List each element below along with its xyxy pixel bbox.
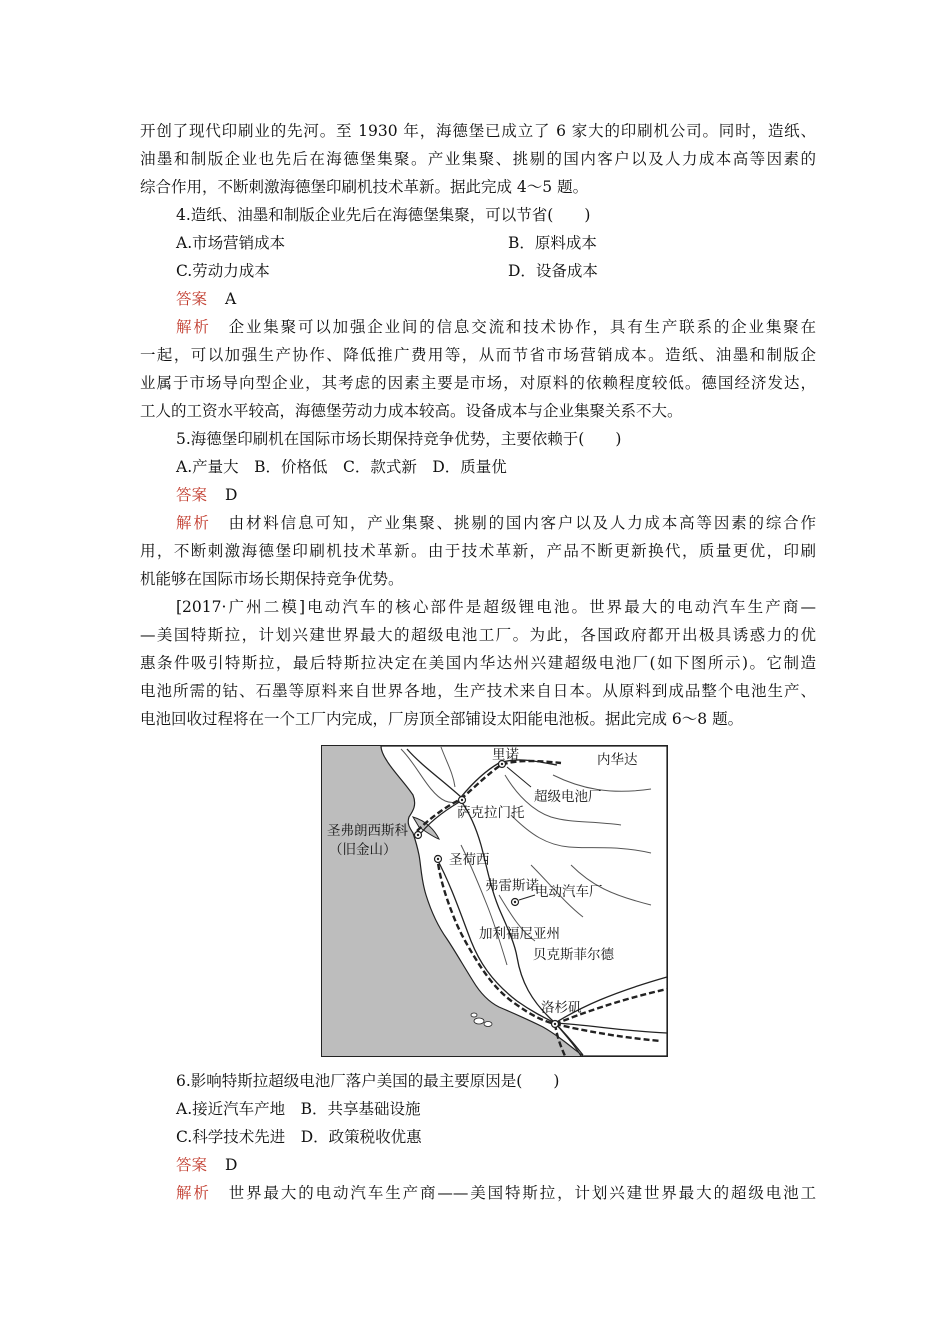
map-label-sacramento: 萨克拉门托 xyxy=(457,805,525,821)
analysis-label: 解析 xyxy=(176,514,211,532)
passage2-line: 电池所需的钴、石墨等原料来自世界各地，生产技术来自日本。从原料到成品整个电池生产、 xyxy=(140,682,816,700)
map-label-california: 加利福尼亚州 xyxy=(479,926,560,942)
q4-option-c: C.劳动力成本 xyxy=(176,262,270,280)
q4-option-a: A.市场营销成本 xyxy=(176,234,286,252)
answer-value: A xyxy=(225,290,237,308)
map-label-san-francisco: 圣弗朗西斯科 xyxy=(327,823,408,839)
q6-options-line2: C.科学技术先进 D．政策税收优惠 xyxy=(176,1128,422,1146)
q6-options-line1: A.接近汽车产地 B．共享基础设施 xyxy=(176,1100,421,1118)
answer-label: 答案 xyxy=(176,1156,208,1174)
map-label-old-gold-mountain: （旧金山） xyxy=(329,842,397,858)
q6-analysis-first xyxy=(176,1179,816,1207)
map-label-reno: 里诺 xyxy=(492,747,519,763)
q4-analysis-line: 工人的工资水平较高，海德堡劳动力成本较高。设备成本与企业集聚关系不大。 xyxy=(140,402,683,420)
q5-options: A.产量大 B．价格低 C．款式新 D．质量优 xyxy=(176,458,507,476)
island xyxy=(471,1013,477,1017)
q6-answer-row xyxy=(176,1151,237,1179)
q4-analysis-line: 一起，可以加强生产协作、降低推广费用等，从而节省市场营销成本。造纸、油墨和制版企 xyxy=(140,346,816,364)
q4-answer-row xyxy=(176,285,236,313)
california-map xyxy=(321,745,668,1057)
analysis-label: 解析 xyxy=(176,318,211,336)
passage2-line: 惠条件吸引特斯拉，最后特斯拉决定在美国内华达州兴建超级电池厂(如下图所示)。它制造 xyxy=(140,654,816,672)
map-label-san-jose: 圣荷西 xyxy=(449,852,490,868)
q4-option-d: D．设备成本 xyxy=(508,262,598,280)
q5-analysis-first xyxy=(176,509,816,537)
question-6-stem: 6.影响特斯拉超级电池厂落户美国的最主要原因是( ) xyxy=(176,1072,560,1090)
intro-line: 综合作用，不断刺激海德堡印刷机技术革新。据此完成 4～5 题。 xyxy=(140,178,589,196)
answer-label: 答案 xyxy=(176,290,208,308)
island xyxy=(474,1018,484,1024)
map-label-ev-factory: 电动汽车厂 xyxy=(535,884,603,900)
q4-analysis-line: 业属于市场导向型企业，其考虑的因素主要是市场，对原料的依赖程度较低。德国经济发达， xyxy=(140,374,816,392)
map-label-battery-factory: 超级电池厂 xyxy=(534,789,602,805)
map-label-fresno: 弗雷斯诺 xyxy=(485,878,539,894)
island xyxy=(484,1022,492,1027)
q5-answer-row xyxy=(176,481,237,509)
intro-line: 开创了现代印刷业的先河。至 1930 年，海德堡已成立了 6 家大的印刷机公司。同时，造纸、 xyxy=(140,122,816,140)
q4-analysis-first xyxy=(176,313,816,341)
analysis-text: 世界最大的电动汽车生产商——美国特斯拉，计划兴建世界最大的超级电池工 xyxy=(228,1184,816,1202)
q5-analysis-line: 用，不断刺激海德堡印刷机技术革新。由于技术革新，产品不断更新换代，质量更优，印刷 xyxy=(140,542,816,560)
question-4-stem: 4.造纸、油墨和制版企业先后在海德堡集聚，可以节省( ) xyxy=(176,206,591,224)
passage2-line: —美国特斯拉，计划兴建世界最大的超级电池工厂。为此，各国政府都开出极具诱惑力的优 xyxy=(140,626,816,644)
map-label-bakersfield: 贝克斯菲尔德 xyxy=(533,947,614,963)
passage2-first-line: [2017·广州二模]电动汽车的核心部件是超级锂电池。世界最大的电动汽车生产商— xyxy=(176,598,816,616)
analysis-text: 由材料信息可知，产业集聚、挑剔的国内客户以及人力成本高等因素的综合作 xyxy=(228,514,816,532)
q4-option-b: B．原料成本 xyxy=(508,234,597,252)
question-5-stem: 5.海德堡印刷机在国际市场长期保持竞争优势，主要依赖于( ) xyxy=(176,430,622,448)
passage2-line: 电池回收过程将在一个工厂内完成，厂房顶全部铺设太阳能电池板。据此完成 6～8 题。 xyxy=(140,710,744,728)
map-label-los-angeles: 洛杉矶 xyxy=(541,1000,582,1016)
q5-analysis-line: 机能够在国际市场长期保持竞争优势。 xyxy=(140,570,404,588)
answer-label: 答案 xyxy=(176,486,208,504)
map-label-nevada: 内华达 xyxy=(597,752,638,768)
analysis-label: 解析 xyxy=(176,1184,211,1202)
intro-line: 油墨和制版企业也先后在海德堡集聚。产业集聚、挑剔的国内客户以及人力成本高等因素的 xyxy=(140,150,816,168)
analysis-text: 企业集聚可以加强企业间的信息交流和技术协作，具有生产联系的企业集聚在 xyxy=(228,318,816,336)
answer-value: D xyxy=(225,486,238,504)
answer-value: D xyxy=(225,1156,238,1174)
